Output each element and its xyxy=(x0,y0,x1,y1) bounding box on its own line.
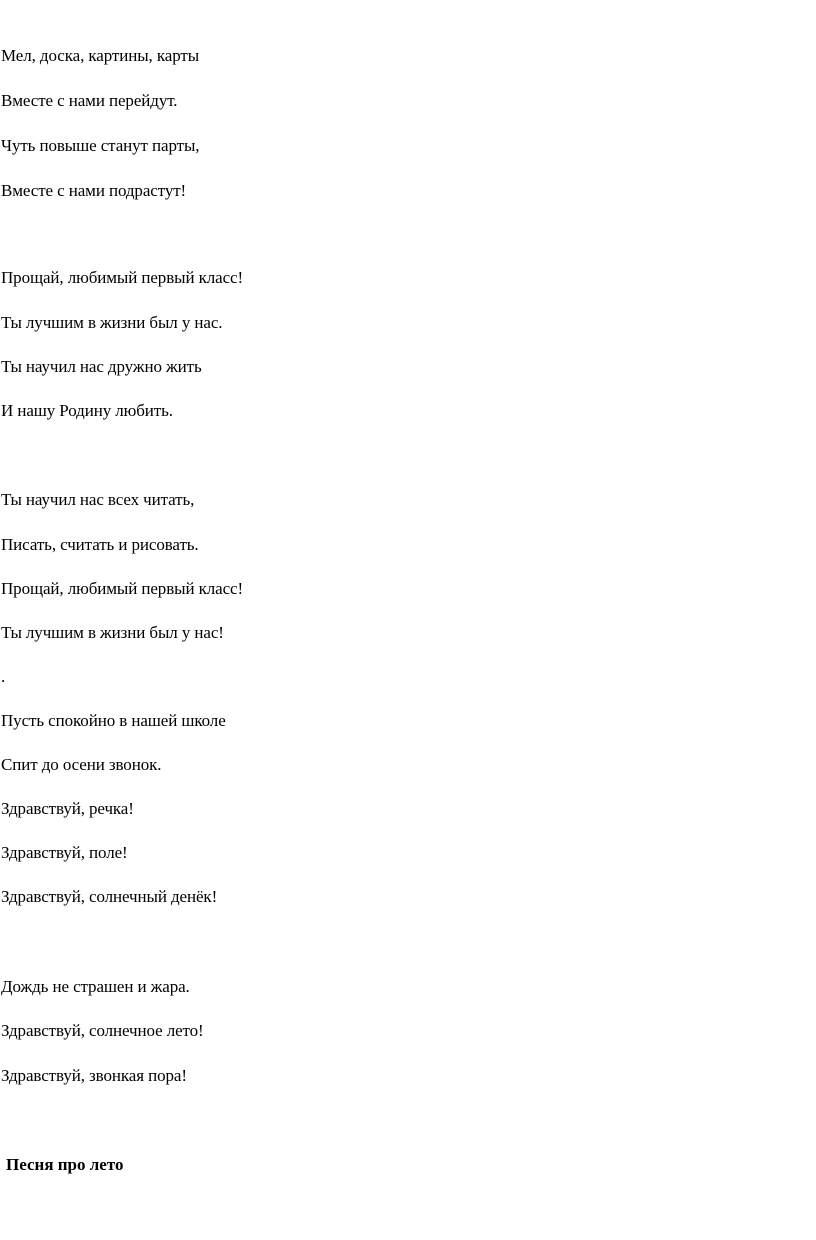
section-title: Песня про лето xyxy=(6,1155,124,1174)
text-line: Здравствуй, солнечный денёк! xyxy=(1,887,218,906)
text-line: Чуть повыше станут парты, xyxy=(1,136,200,155)
text-line: И нашу Родину любить. xyxy=(1,401,173,420)
text-line: Ты научил нас дружно жить xyxy=(1,357,202,376)
text-line: Прощай, любимый первый класс! xyxy=(1,268,244,287)
text-line: Здравствуй, поле! xyxy=(1,843,128,862)
text-line: Прощай, любимый первый класс! xyxy=(1,579,244,598)
text-line: Вместе с нами перейдут. xyxy=(1,91,178,110)
text-line: Ты лучшим в жизни был у нас! xyxy=(1,623,224,642)
text-line: Спит до осени звонок. xyxy=(1,755,162,774)
text-line: . xyxy=(1,667,6,686)
text-line: Здравствуй, звонкая пора! xyxy=(1,1066,187,1085)
text-line: Здравствуй, солнечное лето! xyxy=(1,1021,204,1040)
text-line: Пусть спокойно в нашей школе xyxy=(1,711,226,730)
text-line: Дождь не страшен и жара. xyxy=(1,977,190,996)
text-line: Писать, считать и рисовать. xyxy=(1,535,199,554)
text-line: Ты лучшим в жизни был у нас. xyxy=(1,313,223,332)
text-line: Ты научил нас всех читать, xyxy=(1,490,195,509)
text-line: Вместе с нами подрастут! xyxy=(1,181,187,200)
text-line: Здравствуй, речка! xyxy=(1,799,134,818)
text-line: Мел, доска, картины, карты xyxy=(1,46,200,65)
